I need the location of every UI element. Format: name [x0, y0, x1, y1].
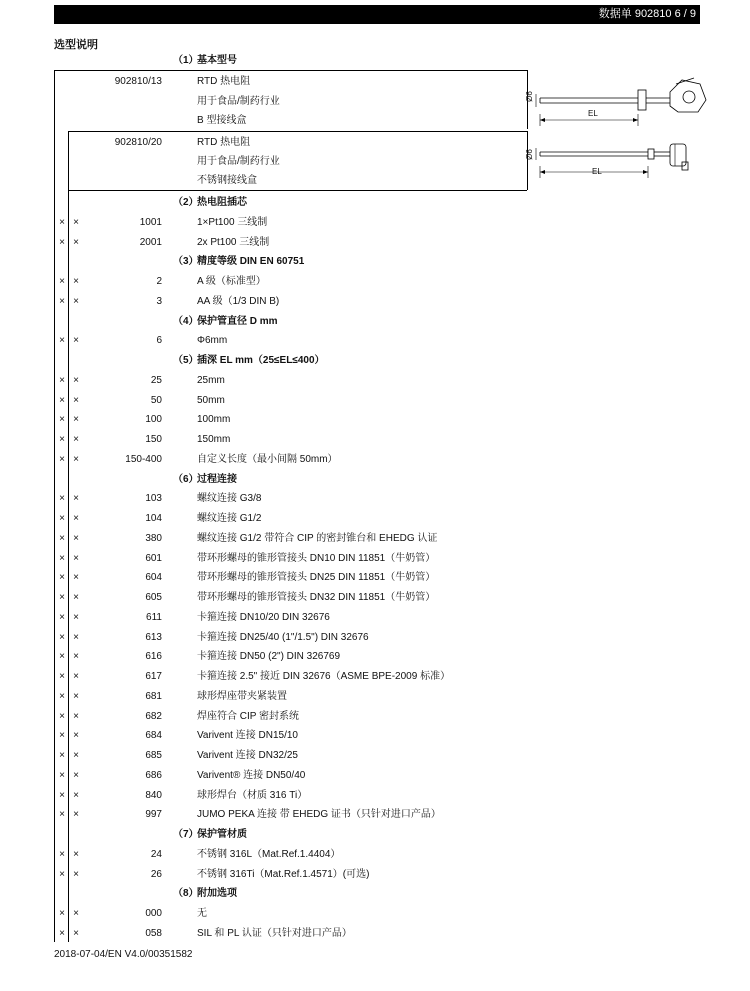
model-row — [54, 133, 554, 153]
option-description: JUMO PEKA 连接 带 EHEDG 证书（只针对进口产品） — [197, 809, 441, 821]
section-title: 精度等级 DIN EN 60751 — [197, 256, 305, 268]
model-13-mark: × — [59, 513, 65, 524]
section-title: 插深 EL mm（25≤EL≤400） — [197, 355, 325, 366]
option-row — [54, 549, 554, 569]
model-20-bracket-top — [68, 131, 527, 132]
section-title: 保护管材质 — [197, 829, 247, 840]
section-number: （6） — [173, 473, 199, 485]
model-20-mark: × — [73, 532, 79, 544]
model-20-mark: × — [73, 730, 79, 742]
model-13-mark: × — [59, 276, 65, 287]
model-13-mark: × — [59, 295, 65, 307]
option-code: 50 — [150, 394, 162, 406]
model-13-mark: × — [59, 552, 65, 564]
option-description: Varivent® 连接 DN50/40 — [197, 769, 306, 781]
model-20-mark: × — [73, 750, 79, 761]
model-20-mark: × — [73, 789, 79, 801]
option-row — [54, 786, 554, 806]
model-20-mark: × — [73, 592, 79, 603]
option-row — [54, 391, 554, 411]
option-row — [54, 371, 554, 391]
model-20-mark: × — [73, 513, 79, 524]
model-13-mark: × — [59, 592, 65, 603]
model-13-mark: × — [59, 750, 65, 761]
option-description: 50mm — [197, 394, 225, 406]
model-13-mark: × — [59, 927, 65, 939]
model-13-mark: × — [59, 532, 65, 544]
option-description: 100mm — [197, 414, 231, 426]
model-20-mark: × — [73, 236, 79, 248]
document-header-bar — [54, 5, 700, 24]
option-row — [54, 568, 554, 588]
option-code: 25 — [150, 374, 162, 386]
section-title: 热电阻插芯 — [197, 197, 247, 208]
option-description: 焊座符合 CIP 密封系统 — [197, 710, 300, 722]
model-20-mark: × — [73, 374, 79, 386]
option-row — [54, 233, 554, 253]
model-20-mark: × — [73, 335, 79, 347]
section-header — [54, 351, 554, 371]
section-number: （4） — [173, 315, 199, 327]
option-code: 150 — [145, 434, 162, 445]
model-row — [54, 72, 554, 92]
model-20-mark: × — [73, 769, 79, 781]
model-20-mark: × — [73, 434, 79, 445]
model-line: B 型接线盒 — [197, 115, 247, 126]
model-13-mark: × — [59, 453, 65, 465]
model-20-mark: × — [73, 690, 79, 702]
model-20-mark: × — [73, 493, 79, 505]
option-code: 100 — [145, 414, 162, 426]
option-description: Varivent 连接 DN32/25 — [197, 750, 298, 761]
option-row — [54, 845, 554, 865]
option-row — [54, 489, 554, 509]
model-20-mark: × — [73, 414, 79, 426]
option-code: 26 — [150, 868, 162, 880]
section-header — [54, 252, 554, 272]
option-row — [54, 707, 554, 727]
el-dimension-label: EL — [588, 109, 598, 118]
model-20-mark: × — [73, 671, 79, 682]
model-code: 902810/13 — [114, 76, 162, 87]
option-description: 卡箍连接 DN25/40 (1"/1.5") DIN 32676 — [197, 631, 369, 643]
option-code: 3 — [156, 295, 162, 307]
option-code: 613 — [145, 631, 162, 643]
option-row — [54, 647, 554, 667]
option-row — [54, 410, 554, 430]
section-header-basic — [54, 51, 554, 71]
model-20-mark: × — [73, 552, 79, 564]
model-20-mark: × — [73, 908, 79, 919]
model-13-mark: × — [59, 690, 65, 702]
section-title: 保护管直径 D mm — [197, 315, 278, 327]
model-20-mark: × — [73, 216, 79, 228]
model-13-mark: × — [59, 848, 65, 860]
section-header — [54, 193, 554, 213]
model-20-mark: × — [73, 868, 79, 880]
model-code: 902810/20 — [114, 137, 162, 148]
section-number: （5） — [173, 355, 199, 366]
option-description: 不锈钢 316L（Mat.Ref.1.4404） — [197, 848, 341, 860]
model-13-mark: × — [59, 572, 65, 584]
footer-doc-id: 2018-07-04/EN V4.0/00351582 — [54, 949, 193, 960]
model-13-mark: × — [59, 374, 65, 386]
option-description: Φ6mm — [197, 335, 228, 347]
model-13-mark: × — [59, 671, 65, 682]
model-13-mark: × — [59, 651, 65, 663]
option-code: 682 — [145, 710, 162, 722]
option-code: 611 — [146, 611, 162, 623]
options-separator — [68, 190, 527, 191]
section-number: （1） — [173, 55, 199, 66]
el-dimension-label: EL — [592, 167, 602, 176]
option-description: SIL 和 PL 认证（只针对进口产品） — [197, 927, 352, 939]
section-number: （2） — [173, 197, 199, 208]
model-13-mark: × — [59, 710, 65, 722]
model-13-mark: × — [59, 493, 65, 505]
model-line: RTD 热电阻 — [197, 76, 251, 87]
option-row — [54, 213, 554, 233]
probe-drawing-b-head — [530, 70, 720, 132]
option-description: 螺纹连接 G1/2 带符合 CIP 的密封锥台和 EHEDG 认证 — [197, 532, 438, 544]
model-20-mark: × — [73, 295, 79, 307]
section-header — [54, 884, 554, 904]
option-description: 150mm — [197, 434, 231, 445]
model-20-mark: × — [73, 394, 79, 406]
option-code: 684 — [145, 730, 162, 742]
model-13-mark: × — [59, 414, 65, 426]
option-row — [54, 588, 554, 608]
model-13-mark: × — [59, 631, 65, 643]
option-row — [54, 805, 554, 825]
option-description: 螺纹连接 G3/8 — [197, 493, 262, 505]
model-13-mark: × — [59, 335, 65, 347]
model-13-mark: × — [59, 809, 65, 821]
option-description: 卡箍连接 2.5" 接近 DIN 32676（ASME BPE-2009 标准） — [197, 671, 451, 682]
model-20-mark: × — [73, 927, 79, 939]
option-description: A 级（标准型） — [197, 276, 266, 287]
option-row — [54, 430, 554, 450]
diameter-label: Ø6 — [524, 91, 534, 102]
model-row — [54, 171, 554, 191]
model-20-bracket-right — [527, 131, 528, 190]
option-code: 150-400 — [125, 453, 162, 465]
diameter-label: Ø6 — [524, 149, 534, 160]
option-code: 6 — [156, 335, 162, 347]
model-13-mark: × — [59, 789, 65, 801]
model-line: 不锈钢接线盒 — [197, 175, 257, 186]
model-13-mark: × — [59, 394, 65, 406]
option-code: 103 — [145, 493, 162, 505]
option-code: 1001 — [139, 216, 162, 228]
model-20-mark: × — [73, 809, 79, 821]
page-title: 选型说明 — [54, 39, 98, 51]
option-row — [54, 667, 554, 687]
option-code: 24 — [150, 848, 162, 860]
option-code: 681 — [145, 690, 162, 702]
option-description: 自定义长度（最小间隔 50mm） — [197, 453, 338, 465]
model-line: RTD 热电阻 — [197, 137, 251, 148]
option-description: 球形焊座带夹紧装置 — [197, 690, 287, 702]
model-13-mark: × — [59, 434, 65, 445]
model-13-mark: × — [59, 868, 65, 880]
option-row — [54, 766, 554, 786]
section-number: （8） — [173, 888, 199, 900]
model-row — [54, 92, 554, 112]
option-description: 球形焊台（材质 316 Ti） — [197, 789, 308, 801]
section-number: （3） — [173, 256, 199, 268]
option-code: 997 — [145, 809, 162, 821]
model-line: 用于食品/制药行业 — [197, 96, 280, 107]
model-13-mark: × — [59, 236, 65, 248]
option-row — [54, 628, 554, 648]
model-20-mark: × — [73, 848, 79, 860]
option-row — [54, 450, 554, 470]
option-row — [54, 331, 554, 351]
model-20-mark: × — [73, 572, 79, 584]
option-code: 604 — [145, 572, 162, 584]
option-row — [54, 904, 554, 924]
model-20-mark: × — [73, 651, 79, 663]
document-number: 数据单 902810 6 / 9 — [598, 8, 696, 20]
option-row — [54, 726, 554, 746]
section-title: 附加选项 — [197, 888, 237, 900]
model-20-mark: × — [73, 453, 79, 465]
option-row — [54, 529, 554, 549]
option-code: 617 — [145, 671, 162, 682]
option-description: 无 — [197, 908, 207, 919]
option-code: 685 — [145, 750, 162, 761]
model-row — [54, 152, 554, 172]
option-description: Varivent 连接 DN15/10 — [197, 730, 298, 742]
option-description: 带环形螺母的锥形管接头 DN10 DIN 11851（牛奶管） — [197, 552, 436, 564]
option-row — [54, 608, 554, 628]
option-code: 380 — [145, 532, 162, 544]
section-number: （7） — [173, 829, 199, 840]
option-row — [54, 746, 554, 766]
model-13-mark: × — [59, 908, 65, 919]
option-code: 605 — [145, 592, 162, 603]
option-code: 616 — [145, 651, 162, 663]
section-header — [54, 312, 554, 332]
option-row — [54, 272, 554, 292]
model-13-mark: × — [59, 769, 65, 781]
option-code: 104 — [145, 513, 162, 524]
option-description: 卡箍连接 DN10/20 DIN 32676 — [197, 611, 330, 623]
option-description: 带环形螺母的锥形管接头 DN32 DIN 11851（牛奶管） — [197, 592, 436, 603]
model-13-bracket-top — [54, 70, 527, 71]
option-description: 1×Pt100 三线制 — [197, 216, 268, 228]
option-code: 000 — [145, 908, 162, 919]
model-13-mark: × — [59, 216, 65, 228]
model-13-mark: × — [59, 730, 65, 742]
option-description: 2x Pt100 三线制 — [197, 236, 270, 248]
model-20-mark: × — [73, 611, 79, 623]
model-20-mark: × — [73, 710, 79, 722]
section-header — [54, 470, 554, 490]
option-code: 601 — [145, 552, 162, 564]
option-description: AA 级（1/3 DIN B) — [197, 295, 280, 307]
option-row — [54, 924, 554, 944]
probe-drawing-steel-head — [530, 134, 720, 184]
option-row — [54, 687, 554, 707]
model-20-mark: × — [73, 276, 79, 287]
option-row — [54, 865, 554, 885]
option-code: 686 — [145, 769, 162, 781]
section-header — [54, 825, 554, 845]
option-description: 卡箍连接 DN50 (2") DIN 326769 — [197, 651, 341, 663]
model-row — [54, 111, 554, 131]
option-code: 058 — [145, 927, 162, 939]
model-20-mark: × — [73, 631, 79, 643]
option-code: 2001 — [139, 236, 162, 248]
option-code: 2 — [156, 276, 162, 287]
option-description: 带环形螺母的锥形管接头 DN25 DIN 11851（牛奶管） — [197, 572, 436, 584]
option-row — [54, 509, 554, 529]
model-13-mark: × — [59, 611, 65, 623]
model-line: 用于食品/制药行业 — [197, 156, 280, 167]
option-description: 螺纹连接 G1/2 — [197, 513, 262, 524]
section-title: 基本型号 — [197, 55, 237, 66]
section-title: 过程连接 — [197, 473, 237, 485]
option-description: 25mm — [197, 374, 225, 386]
option-row — [54, 292, 554, 312]
option-code: 840 — [145, 789, 162, 801]
option-description: 不锈钢 316Ti（Mat.Ref.1.4571）(可选) — [197, 868, 370, 880]
